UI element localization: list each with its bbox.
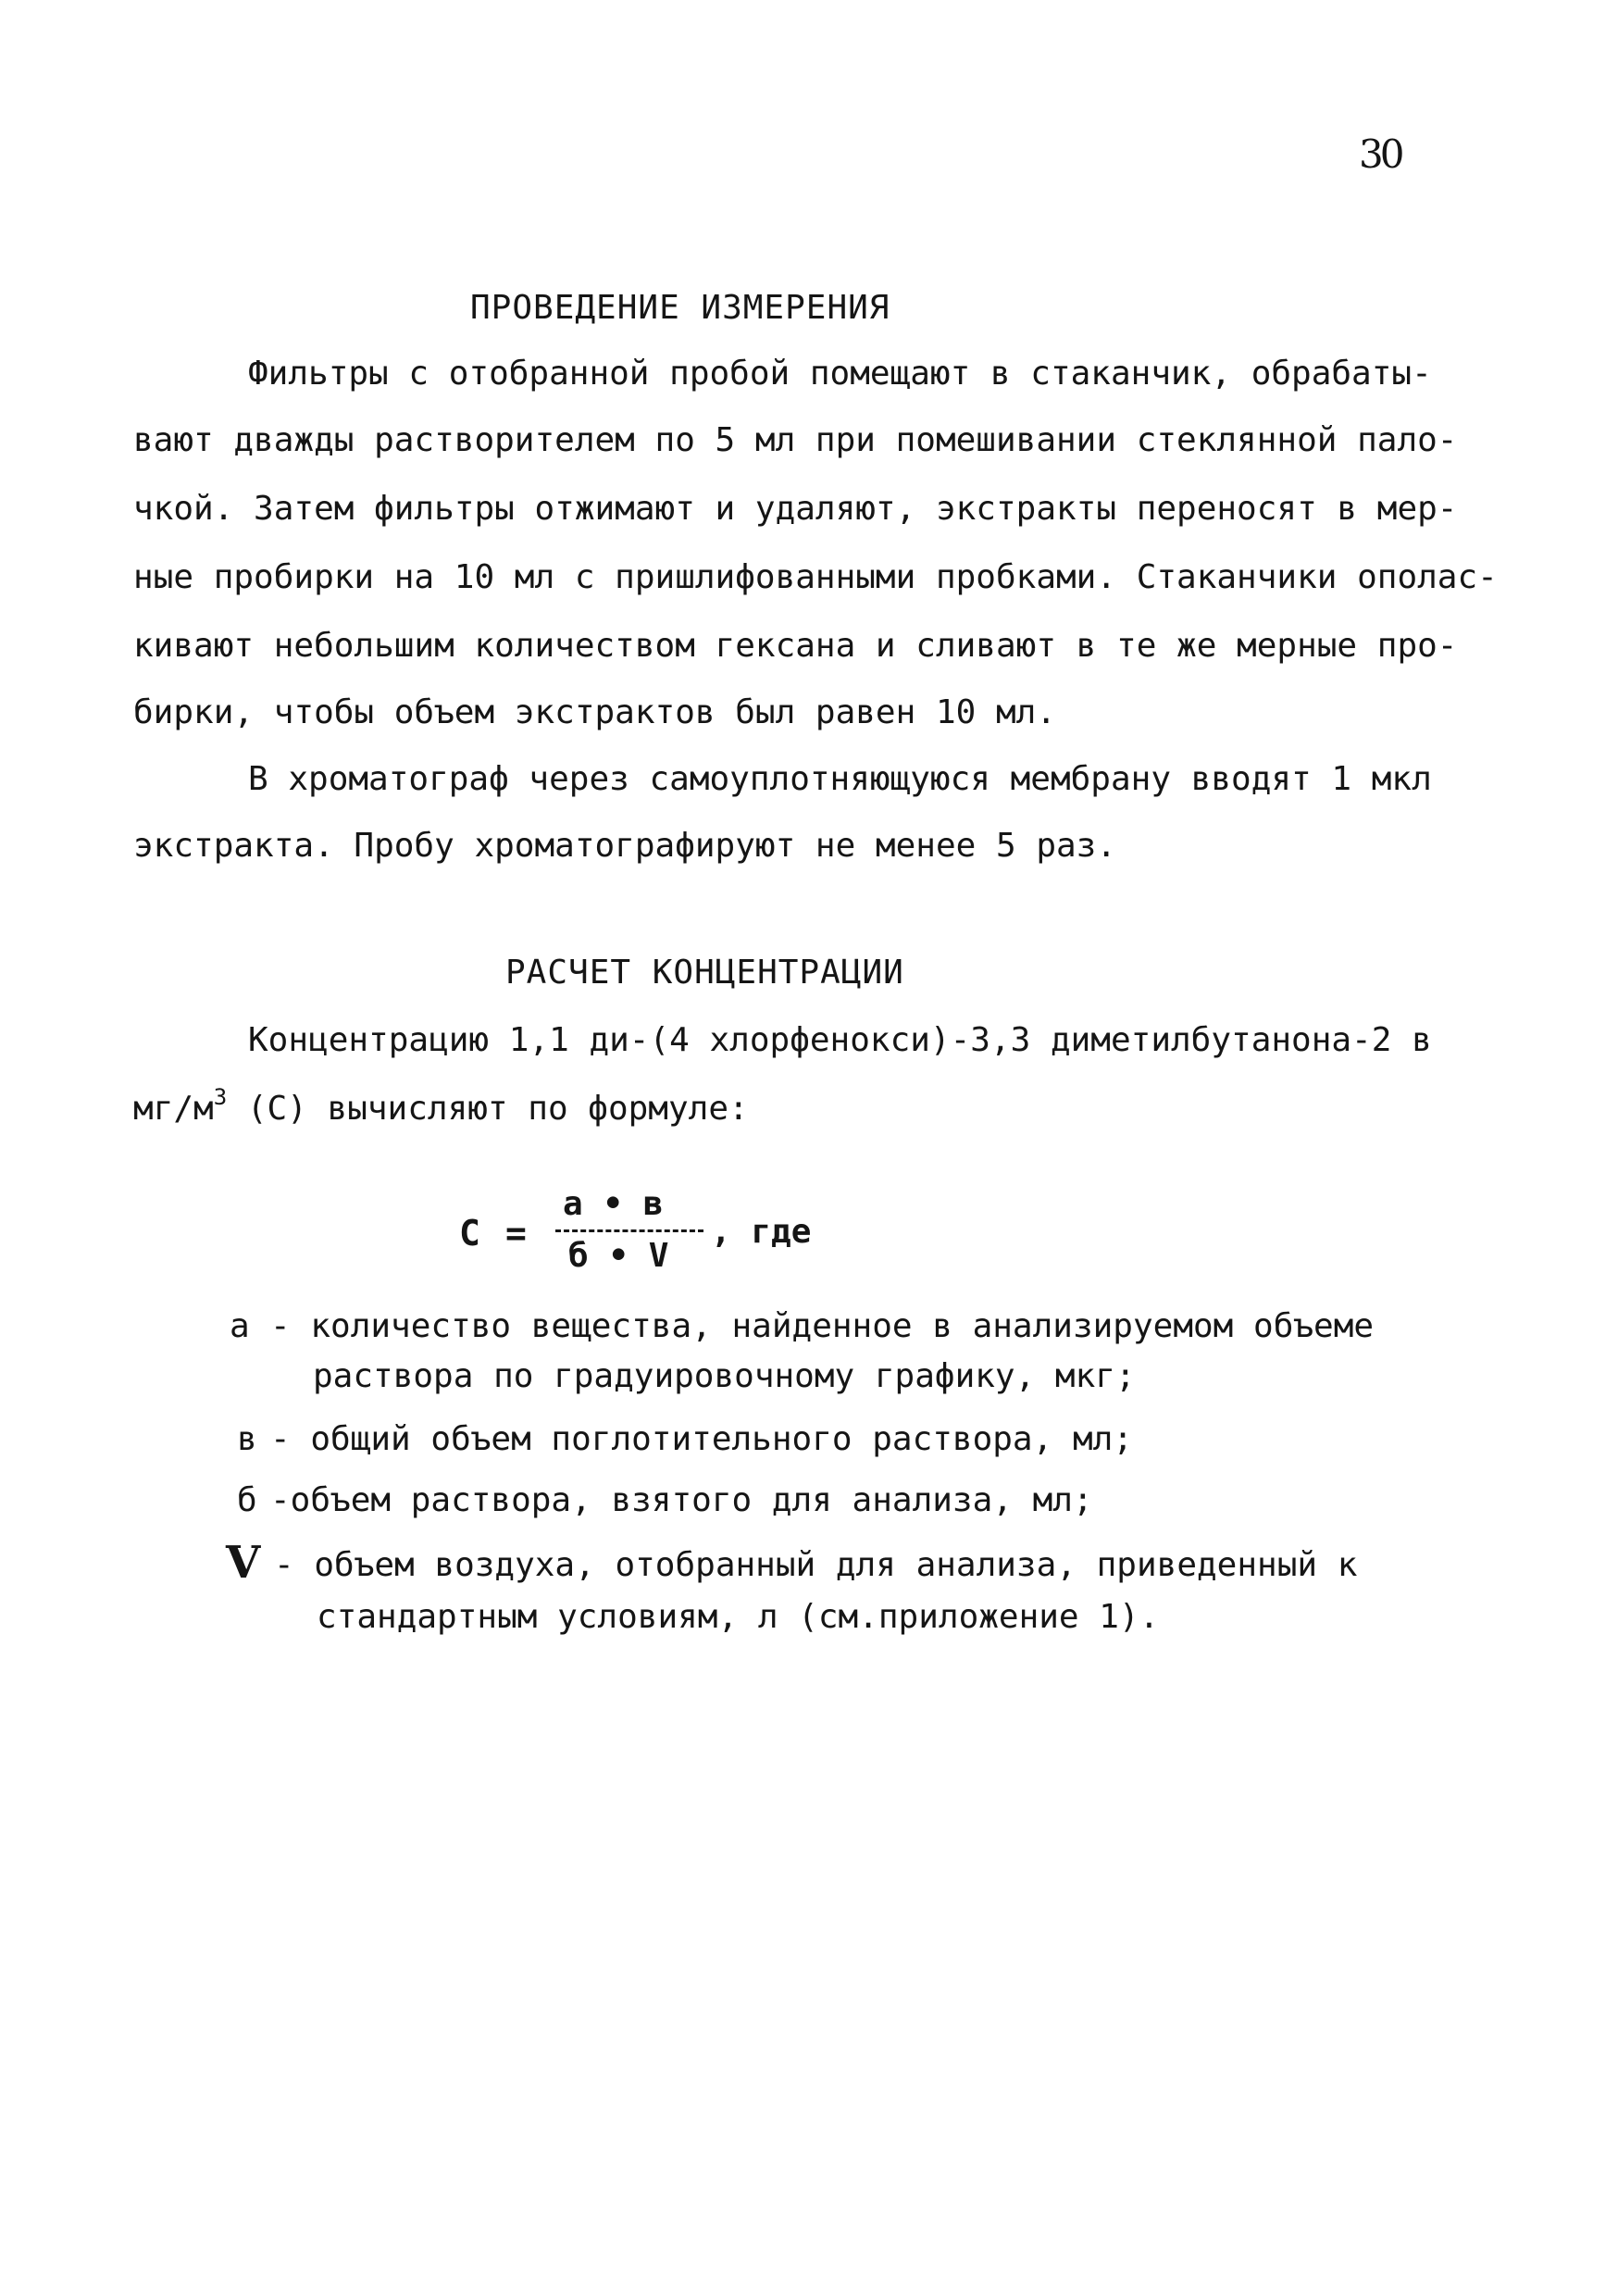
paragraph-line: Фильтры с отобранной пробой помещают в стаканчик, обрабаты- (248, 355, 1432, 393)
definition-symbol-b: б (237, 1481, 257, 1519)
paragraph-line: вают дважды растворителем по 5 мл при помешивании стеклянной пало- (133, 421, 1458, 459)
formula-where: , где (711, 1213, 812, 1251)
formula-lhs: С (459, 1213, 480, 1254)
unit-text: мг/м (133, 1090, 214, 1128)
definition-text: -объем раствора, взятого для анализа, мл; (270, 1481, 1093, 1519)
definition-text: - объем воздуха, отобранный для анализа, приведенный к (274, 1546, 1358, 1584)
unit-superscript: 3 (213, 1084, 228, 1110)
definition-symbol-volume: V (226, 1537, 261, 1589)
paragraph-line: ные пробирки на 10 мл с пришлифованными пробками. Стаканчики ополас- (133, 558, 1498, 596)
paragraph-line: кивают небольшим количеством гексана и сливают в те же мерные про- (133, 627, 1458, 665)
section-heading-calculation: РАСЧЕТ КОНЦЕНТРАЦИИ (505, 954, 904, 992)
intro-text: (С) вычисляют по формуле: (227, 1090, 749, 1128)
definition-symbol-a: а (230, 1307, 250, 1345)
page-number: 30 (1359, 131, 1401, 177)
definition-text: - общий объем поглотительного раствора, мл; (270, 1420, 1133, 1458)
paragraph-line: В хроматограф через самоуплотняющуюся мембрану вводят 1 мкл (248, 760, 1432, 798)
formula-intro-line: Концентрацию 1,1 ди-(4 хлорфенокси)-3,3 диметилбутанона-2 в (248, 1021, 1432, 1059)
paragraph-line: чкой. Затем фильтры отжимают и удаляют, экстракты переносят в мер- (133, 490, 1458, 528)
definition-text: раствора по градуировочному графику, мкг; (313, 1357, 1136, 1395)
formula-equals: = (505, 1213, 527, 1254)
definition-text: - количество вещества, найденное в анализируемом объеме (270, 1307, 1375, 1345)
formula-denominator: б • V (568, 1237, 669, 1275)
fraction-bar (555, 1229, 703, 1232)
formula-numerator: а • в (563, 1185, 664, 1223)
concentration-formula (459, 1185, 848, 1287)
paragraph-line: экстракта. Пробу хроматографируют не менее 5 раз. (133, 827, 1117, 865)
paragraph-line: бирки, чтобы объем экстрактов был равен 10 мл. (133, 693, 1056, 731)
section-heading-measurement: ПРОВЕДЕНИЕ ИЗМЕРЕНИЯ (470, 289, 890, 327)
formula-intro-line (133, 1084, 749, 1128)
definition-symbol-v: в (237, 1420, 257, 1458)
definition-text: стандартным условиям, л (см.приложение 1). (317, 1598, 1160, 1636)
